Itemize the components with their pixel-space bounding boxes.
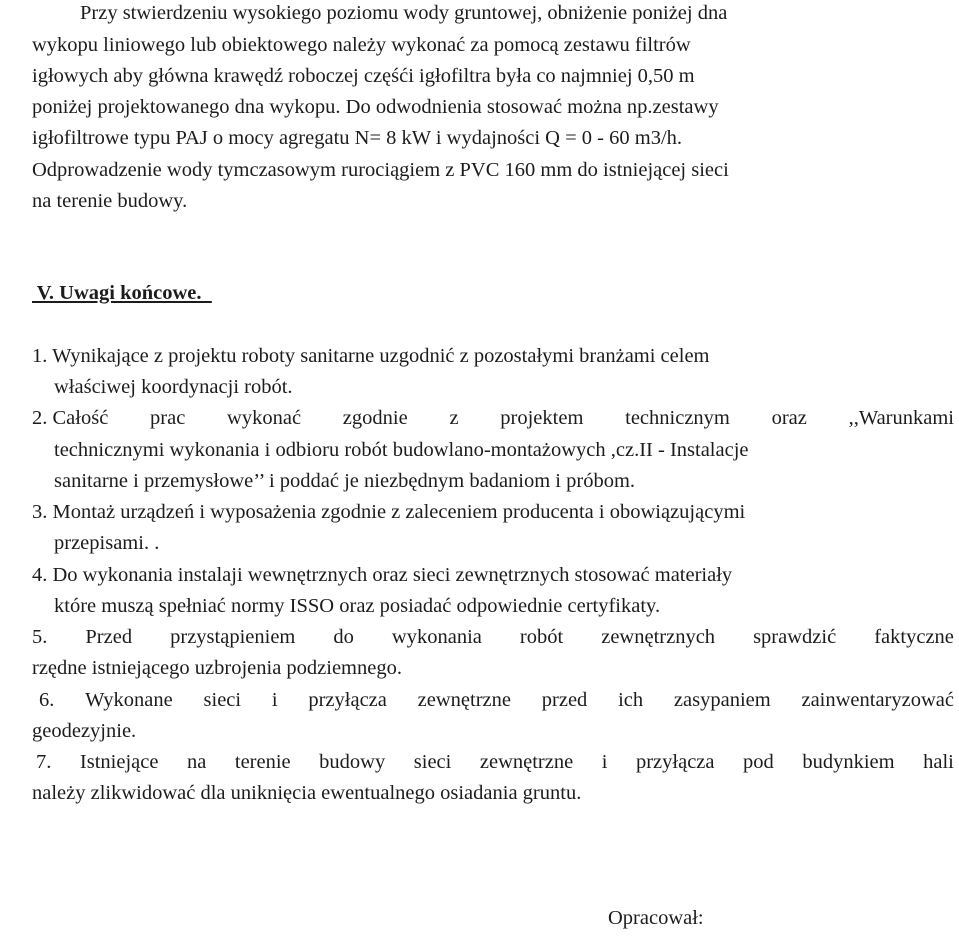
paragraph-line: na terenie budowy. [32,190,188,212]
word: przed [541,689,588,711]
word: projektem [500,407,584,429]
list-item-line-justified [36,750,954,774]
word: przyłącza [635,751,715,773]
paragraph-line: Odprowadzenie wody tymczasowym rurociągiem z PVC 160 mm do istniejącej sieci [32,159,729,181]
paragraph-line: igłowych aby główna krawędź roboczej częśći igłofiltra była co najmniej 0,50 m [32,65,695,87]
word: terenie [234,751,291,773]
word: sieci [203,689,242,711]
word: technicznym [625,407,730,429]
word: pod [743,751,774,773]
word: z [449,407,459,429]
word: sprawdzić [753,626,837,648]
word: faktyczne [874,626,954,648]
word: Wykonane [85,689,173,711]
word: i [271,689,278,711]
word: zewnętrzne [479,751,574,773]
word: oraz [771,407,807,429]
list-item-line-justified [39,688,954,712]
word: 6. [39,689,55,711]
paragraph-line: Przy stwierdzeniu wysokiego poziomu wody gruntowej, obniżenie poniżej dna [80,2,728,24]
word: zainwentaryzować [801,689,954,711]
section-heading: V. Uwagi końcowe. [32,282,212,304]
list-item-line: przepisami. . [54,532,160,554]
word: robót [519,626,564,648]
word: prac [150,407,186,429]
word: sieci [413,751,452,773]
list-item-line: 3. Montaż urządzeń i wyposażenia zgodnie z zaleceniem producenta i obowiązującymi [32,501,746,523]
list-item-line: technicznymi wykonania i odbioru robót budowlano-montażowych ,cz.II - Instalacje [54,439,749,461]
word: przystąpieniem [170,626,296,648]
word: do [333,626,354,648]
paragraph-line: wykopu liniowego lub obiektowego należy wykonać za pomocą zestawu filtrów [32,34,691,56]
word: ,,Warunkami [848,407,954,429]
word: budowy [319,751,386,773]
list-item-line: które muszą spełniać normy ISSO oraz posiadać odpowiednie certyfikaty. [54,595,661,617]
list-item-line: sanitarne i przemysłowe’’ i poddać je niezbędnym badaniom i próbom. [54,470,636,492]
list-item-line: 1. Wynikające z projektu roboty sanitarne uzgodnić z pozostałymi branżami celem [32,345,710,367]
word: budynkiem [802,751,895,773]
word: zewnętrznych [601,626,716,648]
word: Przed [85,626,133,648]
paragraph-line: poniżej projektowanego dna wykopu. Do odwodnienia stosować można np.zestawy [32,96,719,118]
list-item-line: rzędne istniejącego uzbrojenia podziemnego. [32,657,402,679]
word: 2. Całość [32,407,109,429]
list-item-line: 4. Do wykonania instalaji wewnętrznych oraz sieci zewnętrznych stosować materiały [32,564,733,586]
list-item-line: właściwej koordynacji robót. [54,376,293,398]
word: wykonać [227,407,302,429]
word: zewnętrzne [417,689,511,711]
word: i [601,751,608,773]
word: Istniejące [79,751,159,773]
word: 5. [32,626,48,648]
signature-label: Opracował: [608,907,704,929]
word: zgodnie [342,407,408,429]
list-item-line: geodezyjnie. [32,720,137,742]
word: 7. [36,751,52,773]
list-item-line-justified [32,406,954,430]
word: hali [923,751,954,773]
word: zasypaniem [673,689,771,711]
word: na [186,751,207,773]
word: wykonania [391,626,482,648]
word: przyłącza [308,689,387,711]
word: ich [618,689,644,711]
paragraph-line: igłofiltrowe typu PAJ o mocy agregatu N= 8 kW i wydajności Q = 0 - 60 m3/h. [32,127,683,149]
list-item-line: należy zlikwidować dla uniknięcia ewentualnego osiadania gruntu. [32,782,582,804]
list-item-line-justified [32,625,954,649]
